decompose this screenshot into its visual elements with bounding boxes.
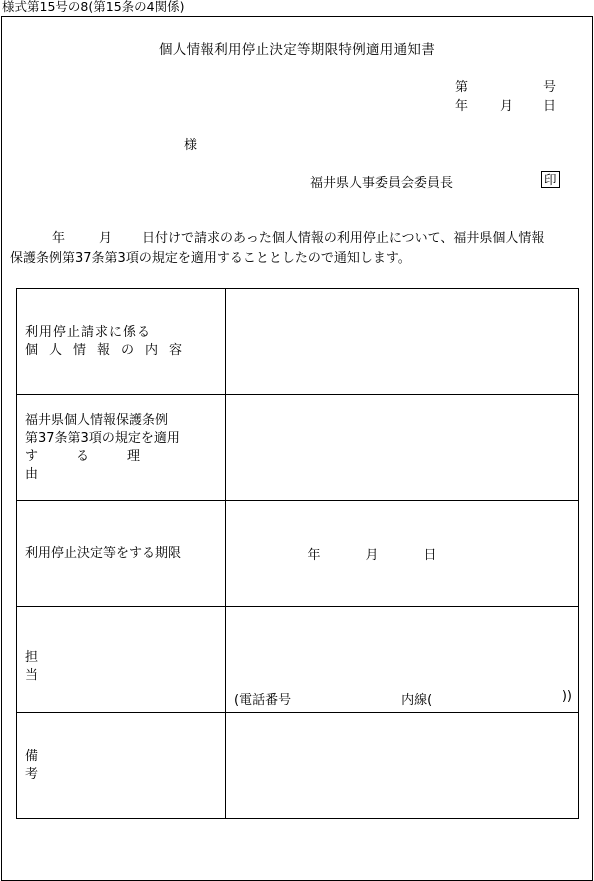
notice-body [10, 229, 590, 269]
phone-line [234, 689, 572, 708]
label-cell [17, 713, 226, 819]
content-cell[interactable] [226, 607, 579, 713]
body-day: 日付けで請求のあった個人情報の利用停止について、福井県個人情報 [142, 231, 545, 246]
body-text-2: 保護条例第37条第3項の規定を適用することとしたので通知します。 [10, 251, 411, 266]
label-line: する理由 [25, 448, 179, 482]
label-line: 担当 [25, 650, 196, 683]
label-line: 利用停止請求に係る [25, 324, 152, 340]
label-line: 利用停止決定等をする期限 [25, 545, 182, 561]
date-day: 日 [543, 99, 557, 114]
phone-closing: )) [561, 689, 572, 704]
form-number: 様式第15号の8(第15条の4関係) [2, 0, 185, 14]
number-suffix: 号 [543, 80, 557, 95]
table-row [17, 395, 579, 501]
body-year: 年 [52, 231, 66, 246]
label-line: 備考 [25, 748, 196, 782]
phone-label: (電話番号 [234, 693, 292, 708]
content-cell[interactable] [226, 395, 579, 501]
document-title: 個人情報利用停止決定等期限特例適用通知書 [159, 42, 435, 58]
label-cell [17, 289, 226, 395]
label-cell [17, 607, 226, 713]
seal-mark: 印 [541, 171, 560, 188]
date-year: 年 [455, 99, 469, 114]
label-cell [17, 395, 226, 501]
addressee-suffix: 様 [184, 138, 198, 153]
extension-label: 内線( [401, 693, 433, 708]
content-cell[interactable] [226, 501, 579, 607]
table-row [17, 607, 579, 713]
issuer-name: 福井県人事委員会委員長 [310, 176, 454, 191]
deadline-date: 年 月 日 [307, 548, 437, 563]
number-prefix: 第 [455, 80, 469, 95]
body-month: 月 [99, 231, 113, 246]
label-cell [17, 501, 226, 607]
notice-table [16, 288, 579, 819]
label-line: 第37条第3項の規定を適用 [25, 430, 180, 446]
table-row [17, 501, 579, 607]
label-line: 個人情報の内容 [25, 342, 194, 358]
label-line: 福井県個人情報保護条例 [25, 412, 169, 428]
content-cell[interactable] [226, 289, 579, 395]
table-row [17, 713, 579, 819]
content-cell[interactable] [226, 713, 579, 819]
table-row [17, 289, 579, 395]
date-month: 月 [500, 99, 514, 114]
